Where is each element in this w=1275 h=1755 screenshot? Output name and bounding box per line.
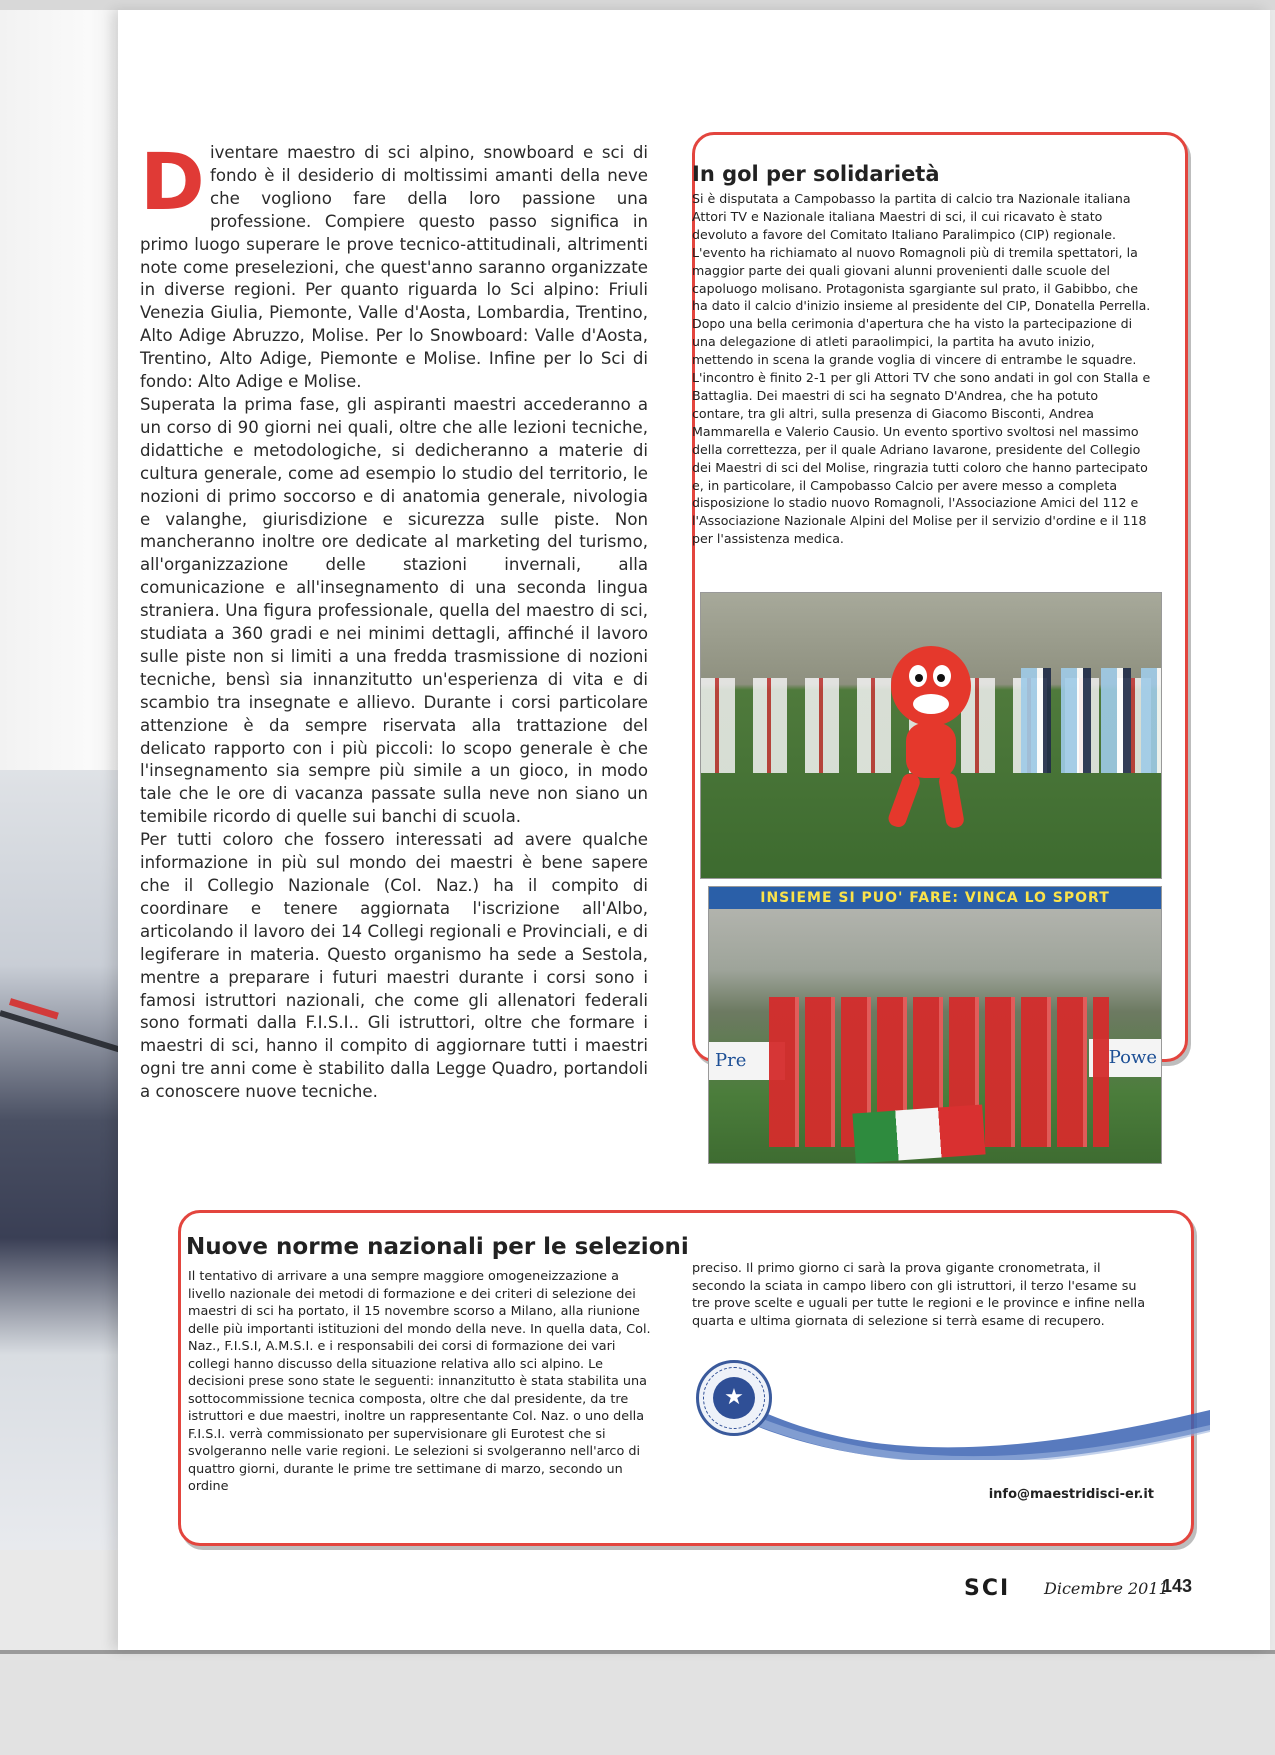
sidebar-text: Si è disputata a Campobasso la partita di calcio tra Nazionale italiana Attori TV e Nazionale italiana Maestri di sci, il cui ricavato è stato devoluto a favore del Comitato Italiano Paralimpico (CIP) regionale. L'evento ha richiamato al nuovo Romagnoli più di tremila spettatori, la maggior parte dei quali giovani alunni provenienti dalle scuole del capoluogo molisano. Protagonista sgargiante sul prato, il Gabibbo, che ha dato il calcio d'inizio insieme al presidente del CIP, Donatella Perrella. Dopo una bella cerimonia d'apertura che ha visto la partecipazione di una delegazione di atleti paraolimpici, la partita ha avuto inizio, mettendo in scena la grande voglia di vincere di entrambe le squadre. L'incontro è finito 2-1 per gli Attori TV che sono andati in gol con Stalla e Battaglia. Dei maestri di sci ha segnato D'Andrea, che ha potuto contare, tra gli altri, sulla presenza di Giacomo Bisconti, Andrea Mammarella e Valerio Causio. Un evento sportivo svoltosi nel massimo della correttezza, per il quale Adriano Iavarone, presidente del Collegio dei Maestri di sci del Molise, ringrazia tutti coloro che hanno partecipato e, in particolare, il Campobasso Calcio per avere messo a completa disposizione lo stadio nuovo Romagnoli, l'Associazione Amici del 112 e l'Associazione Nazionale Alpini del Molise per il servizio d'ordine e il 118 per l'assistenza medica. bbox=[692, 191, 1151, 547]
scan-top-edge bbox=[0, 0, 1275, 10]
decorative-wave bbox=[720, 1370, 1210, 1460]
sidebar-title: In gol per solidarietà bbox=[692, 162, 940, 186]
players-lineup-blue bbox=[1021, 668, 1161, 773]
issue-date: Dicembre 2011 bbox=[1044, 1579, 1169, 1598]
collegio-logo-icon bbox=[696, 1360, 772, 1436]
italian-flag bbox=[852, 1105, 985, 1164]
sponsor-board-right: Powe bbox=[1089, 1039, 1161, 1077]
rules-box-title: Nuove norme nazionali per le selezioni bbox=[186, 1234, 689, 1260]
magazine-logo: SCI bbox=[964, 1576, 1011, 1601]
rules-box-text-left: Il tentativo di arrivare a una sempre maggiore omogeneizzazione a livello nazionale dei metodi di formazione e dei criteri di selezione dei maestri di sci ha portato, il 15 novembre scorso a Milano, alla riunione delle più importanti istituzioni del mondo della neve. In quella data, Col. Naz., F.I.S.I, A.M.S.I. e i responsabili dei corsi di formazione dei vari collegi hanno discusso della situazione relativa allo sci alpino. Le decisioni prese sono state le seguenti: innanzitutto è stata stabilita una sottocommissione tecnica composta, oltre che dal presidente, da tre istruttori e due maestri, inoltre un rappresentante Col. Naz. o uno della F.I.S.I. verrà commissionato per supervisionare gli Eurotest che si svolgeranno nelle varie regioni. Le selezioni si svolgeranno nell'arco di quattro giorni, durante le prime tre settimane di marzo, secondo un ordine bbox=[188, 1269, 651, 1494]
dropcap-letter: D bbox=[140, 138, 205, 228]
article-paragraph-1 bbox=[140, 138, 648, 394]
scan-bottom-margin bbox=[0, 1650, 1275, 1755]
paragraph-text: iventare maestro di sci alpino, snowboard e sci di fondo è il desiderio di moltissimi amanti della neve che vogliono fare della loro passione una professione. Compiere questo passo significa in primo luogo superare le prove tecnico-attitudinali, altrimenti note come preselezioni, che quest'anno saranno organizzate in diverse regioni. Per quanto riguarda lo Sci alpino: Friuli Venezia Giulia, Piemonte, Valle d'Aosta, Lombardia, Trentino, Alto Adige Abruzzo, Molise. Per lo Snowboard: Valle d'Aosta, Trentino, Alto Adige, Piemonte e Molise. Infine per lo Sci di fondo: Alto Adige e Molise. bbox=[140, 143, 648, 392]
scan-bottom-edge bbox=[0, 1650, 1275, 1654]
sponsor-board-left: Pre bbox=[709, 1042, 785, 1080]
main-article bbox=[140, 138, 648, 1104]
star-icon: ★ bbox=[724, 1385, 744, 1410]
stadium-banner: INSIEME SI PUO' FARE: VINCA LO SPORT bbox=[709, 887, 1161, 909]
rules-box-text-right: preciso. Il primo giorno ci sarà la prova gigante cronometrata, il secondo la sciata in campo libero con gli istruttori, il terzo l'esame su tre prove scelte e uguali per tutte le regioni e le province e infine nella quarta e ultima giornata di selezione si terrà esame di recupero. bbox=[692, 1261, 1146, 1329]
gabibbo-mascot-image bbox=[876, 638, 986, 838]
contact-email[interactable]: info@maestridisci-er.it bbox=[988, 1487, 1154, 1502]
page-number: 143 bbox=[1162, 1576, 1193, 1596]
match-photo-mascot bbox=[700, 592, 1162, 879]
article-paragraph-3: Per tutti coloro che fossero interessati ad avere qualche informazione in più sul mondo dei maestri è bene sapere che il Collegio Nazionale (Col. Naz.) ha il compito di coordinare e tenere aggiornata l'iscrizione all'Albo, articolando il lavoro dei 14 Collegi regionali e Provinciali, e di legiferare in materia. Questo organismo ha sede a Sestola, mentre a preparare i futuri maestri durante i corsi sono i famosi istruttori nazionali, che come gli allenatori federali sono formati dalla F.I.S.I.. Gli istruttori, oltre che formare i maestri di sci, hanno il compito di aggiornare tutti i maestri ogni tre anni come è stabilito dalla Legge Quadro, portandoli a conoscere nuove tecniche. bbox=[140, 830, 648, 1102]
team-photo bbox=[708, 886, 1162, 1164]
logo-center bbox=[713, 1377, 755, 1419]
article-paragraph-2: Superata la prima fase, gli aspiranti maestri accederanno a un corso di 90 giorni nei quali, oltre che alle lezioni tecniche, didattiche e metodologiche, si dedicheranno a materie di cultura generale, come ad esempio lo studio del territorio, le nozioni di primo soccorso e di anatomia generale, nivologia e valanghe, giurisdizione e sicurezza sulle piste. Non mancheranno inoltre ore dedicate al marketing del turismo, all'organizzazione delle stazioni invernali, alla comunicazione e all'insegnamento di una seconda lingua straniera. Una figura professionale, quella del maestro di sci, studiata a 360 gradi e nei minimi dettagli, affinché il lavoro sulle piste non si limiti a una fredda trasmissione di nozioni tecniche, bensì sia innanzitutto un'esperienza di vita e di scambio tra insegnate e allievo. Durante i corsi particolare attenzione è da sempre riservata alla trattazione del delicato rapporto con i più piccoli: lo scopo generale è che l'insegnamento sia sempre più simile a un gioco, in modo tale che le ore di vacanza passate sulla neve non siano un temibile ricordo di quelle sui banchi di scuola. bbox=[140, 394, 648, 827]
